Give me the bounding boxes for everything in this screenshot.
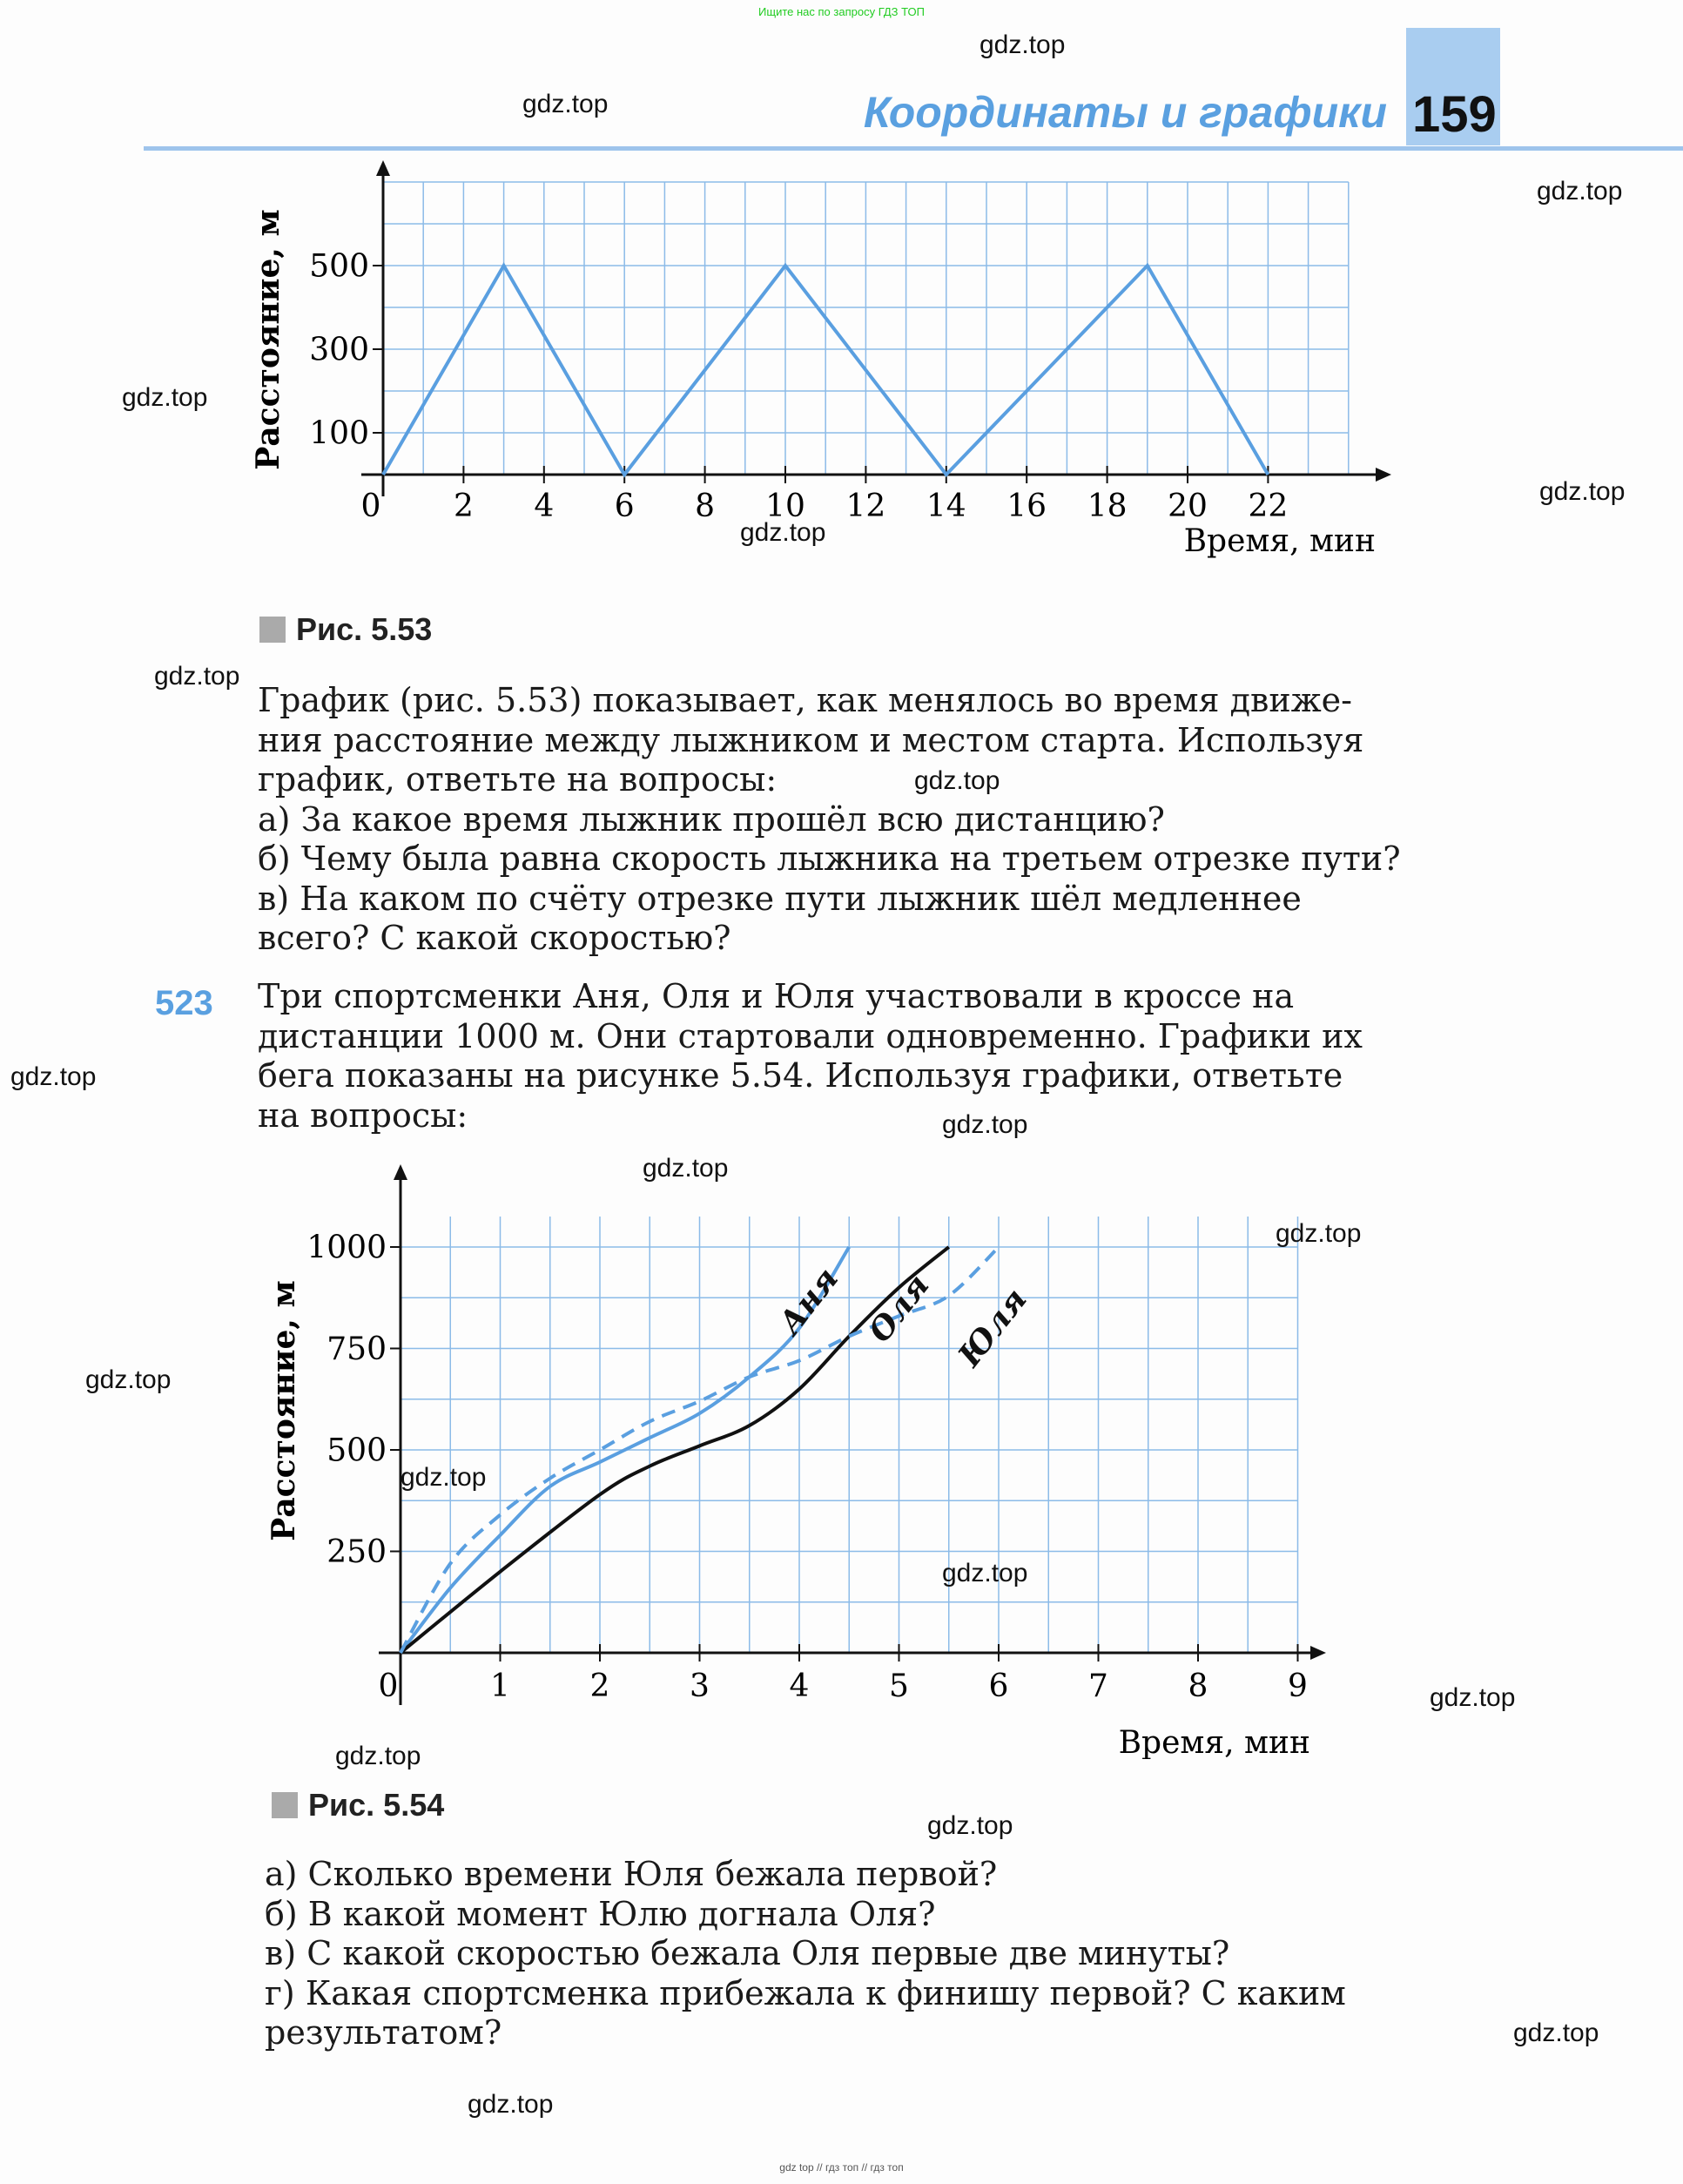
x-tick-label: 6 [614, 489, 635, 524]
watermark: gdz.top [740, 518, 826, 547]
chart-figure-5-54 [252, 1149, 1350, 1759]
watermark: gdz.top [1537, 177, 1623, 206]
x-axis-label: Время, мин [1118, 1725, 1310, 1759]
y-tick-label: 300 [309, 332, 369, 368]
text-line: бега показаны на рисунке 5.54. Используя графики, ответьте [258, 1056, 1343, 1095]
x-tick-label: 6 [988, 1668, 1009, 1704]
y-tick-label: 750 [327, 1331, 387, 1368]
x-tick-label: 2 [453, 489, 474, 524]
text-line: График (рис. 5.53) показывает, как менялось во время движе- [258, 681, 1352, 719]
question-d: г) Какая спортсменка прибежала к финишу первой? С каким [265, 1973, 1346, 2012]
y-tick-label: 500 [309, 248, 369, 285]
figure-5-53-caption [259, 611, 432, 648]
watermark: gdz.top [927, 1811, 1013, 1840]
series-label: Аня [771, 1260, 846, 1342]
watermark: gdz.top [942, 1559, 1028, 1587]
question-c: в) С какой скоростью бежала Оля первые две минуты? [265, 1934, 1230, 1972]
watermark: gdz.top [335, 1742, 421, 1770]
x-tick-label: 7 [1088, 1668, 1108, 1704]
watermark: gdz.top [1513, 2019, 1599, 2047]
caption-text: Рис. 5.54 [308, 1787, 445, 1823]
watermark: gdz.top [468, 2090, 554, 2119]
caption-marker [272, 1792, 298, 1818]
question-c-cont: всего? С какой скоростью? [258, 919, 731, 957]
x-tick-label: 10 [765, 489, 805, 524]
x-tick-label: 0 [360, 489, 381, 524]
watermark: gdz.top [10, 1062, 97, 1091]
text-line: ния расстояние между лыжником и местом старта. Используя [258, 720, 1364, 759]
x-tick-label: 4 [534, 489, 555, 524]
watermark: gdz.top [401, 1463, 487, 1492]
x-tick-label: 8 [1188, 1668, 1208, 1704]
question-c: в) На каком по счёту отрезке пути лыжник шёл медленнее [258, 879, 1302, 918]
y-tick-label: 1000 [306, 1230, 387, 1266]
watermark: gdz.top [1276, 1219, 1362, 1248]
footer-note: gdz top // гдз топ // гдз топ [779, 2161, 904, 2174]
x-tick-label: 1 [490, 1668, 510, 1704]
y-axis-arrow [376, 160, 390, 176]
question-b: б) В какой момент Юлю догнала Оля? [265, 1894, 936, 1933]
watermark: gdz.top [122, 383, 208, 412]
text-line: Три спортсменки Аня, Оля и Юля участвовали в кроссе на [258, 977, 1295, 1015]
x-tick-label: 2 [589, 1668, 610, 1704]
series-label: Юля [951, 1281, 1034, 1374]
x-tick-label: 9 [1288, 1668, 1308, 1704]
watermark: gdz.top [522, 90, 609, 118]
x-tick-label: 16 [1006, 489, 1047, 524]
chapter-title: Координаты и графики [863, 88, 1387, 137]
x-tick-label: 3 [690, 1668, 710, 1704]
question-a: а) За какое время лыжник прошёл всю дистанцию? [258, 799, 1165, 839]
watermark: gdz.top [942, 1110, 1028, 1139]
y-tick-label: 250 [327, 1534, 387, 1571]
question-d-cont: результатом? [265, 2013, 502, 2052]
watermark: gdz.top [85, 1365, 172, 1394]
caption-marker [259, 617, 286, 643]
x-tick-label: 14 [926, 489, 966, 524]
text-line: на вопросы: [258, 1095, 468, 1135]
x-tick-label: 18 [1087, 489, 1128, 524]
x-tick-label: 8 [695, 489, 716, 524]
task-number: 523 [155, 984, 213, 1022]
x-tick-label: 20 [1168, 489, 1208, 524]
page-number: 159 [1412, 86, 1497, 143]
x-tick-label: 0 [378, 1668, 399, 1704]
watermark: gdz.top [1539, 477, 1626, 506]
y-axis-arrow [394, 1164, 407, 1180]
watermark: gdz.top [914, 766, 1000, 795]
task-523-text [258, 977, 1511, 1136]
task-522-text [258, 681, 1511, 959]
text-line: график, ответьте на вопросы: [258, 760, 778, 799]
y-axis-label: Расстояние, м [250, 209, 286, 470]
x-tick-label: 12 [845, 489, 886, 524]
task-523-questions [265, 1855, 1518, 2053]
watermark: gdz.top [154, 662, 240, 691]
x-axis-arrow [1310, 1646, 1326, 1660]
watermark: gdz.top [643, 1154, 729, 1183]
x-tick-label: 22 [1248, 489, 1289, 524]
header-divider [144, 146, 1683, 151]
x-axis-label: Время, мин [1183, 523, 1376, 559]
series-label: Оля [861, 1267, 937, 1350]
question-b: б) Чему была равна скорость лыжника на третьем отрезке пути? [258, 839, 1401, 878]
y-tick-label: 500 [327, 1432, 387, 1469]
text-line: дистанции 1000 м. Они стартовали одновременно. Графики их [258, 1016, 1363, 1055]
question-a: а) Сколько времени Юля бежала первой? [265, 1855, 998, 1893]
search-hint: Ищите нас по запросу ГДЗ ТОП [758, 5, 925, 18]
watermark: gdz.top [1430, 1683, 1516, 1712]
y-tick-label: 100 [309, 415, 369, 452]
figure-5-54-caption [272, 1787, 444, 1823]
x-tick-label: 4 [789, 1668, 810, 1704]
x-axis-arrow [1376, 468, 1391, 482]
x-tick-label: 5 [889, 1668, 909, 1704]
chart-figure-5-53 [244, 157, 1437, 566]
caption-text: Рис. 5.53 [296, 611, 433, 647]
watermark: gdz.top [980, 30, 1066, 59]
y-axis-label: Расстояние, м [266, 1280, 302, 1541]
